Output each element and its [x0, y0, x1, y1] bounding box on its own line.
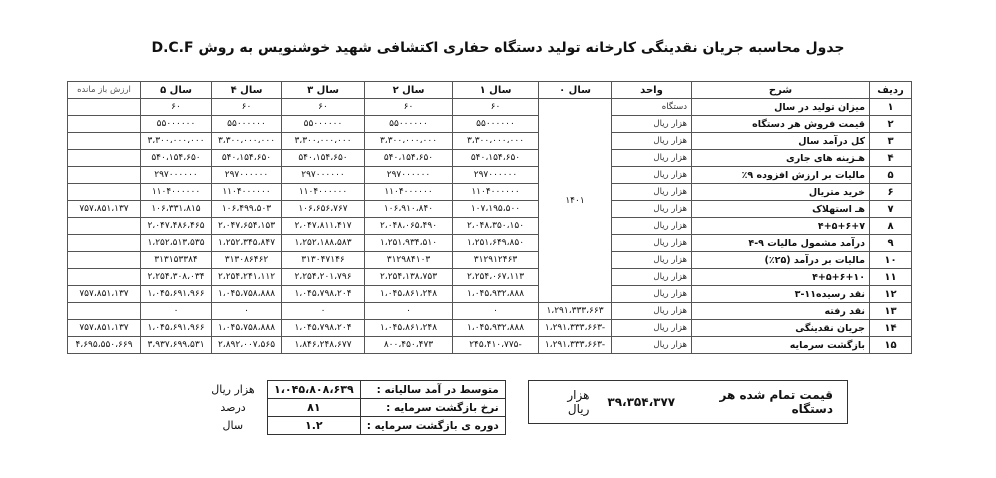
cell-year4: ۱،۰۴۵،۷۵۸،۸۸۸: [212, 286, 282, 303]
row-description: میزان تولید در سال: [692, 99, 870, 116]
row-unit: هزار ریال: [612, 269, 692, 286]
cell-year3: ۵۵۰۰۰۰۰۰: [282, 116, 365, 133]
summary-value: ۸۱: [268, 399, 361, 417]
summary-label: دوره ی بازگشت سرمایه :: [360, 417, 505, 435]
cell-year1: ۱۰۷،۱۹۵،۵۰۰: [453, 201, 539, 218]
cell-year1: ۳،۳۰۰،۰۰۰،۰۰۰: [453, 133, 539, 150]
cell-year1: ۱،۰۴۵،۹۳۲،۸۸۸: [453, 320, 539, 337]
cell-year3: ۱،۲۵۲،۱۸۸،۵۸۳: [282, 235, 365, 252]
row-number: ۴: [870, 150, 912, 167]
unit-cost-unit: هزار ریال: [567, 388, 590, 416]
page-title: جدول محاسبه جریان نقدینگی کارخانه تولید دستگاه حفاری اکتشافی شهید خوشنویس به روش D.C.F: [151, 40, 845, 56]
cell-residual: [68, 133, 141, 150]
row-unit: هزار ریال: [612, 303, 692, 320]
row-unit: هزار ریال: [612, 116, 692, 133]
row-unit: هزار ریال: [612, 252, 692, 269]
row-number: ۶: [870, 184, 912, 201]
header-description: شرح: [692, 82, 870, 99]
row-number: ۳: [870, 133, 912, 150]
cell-year5: ۳،۳۰۰،۰۰۰،۰۰۰: [141, 133, 212, 150]
cell-year4: ۵۴۰،۱۵۴،۶۵۰: [212, 150, 282, 167]
summary-unit: هزار ریال: [211, 383, 255, 396]
cell-year5: ۱۰۶،۳۳۱،۸۱۵: [141, 201, 212, 218]
cell-year2: ۸۰۰،۴۵۰،۴۷۳: [365, 337, 453, 354]
cell-residual: ۷۵۷،۸۵۱،۱۳۷: [68, 286, 141, 303]
table-row: [68, 184, 912, 201]
summary-row: [199, 399, 506, 417]
cell-year4: ۵۵۰۰۰۰۰۰: [212, 116, 282, 133]
cell-residual: [68, 303, 141, 320]
row-number: ۲: [870, 116, 912, 133]
cell-year4: ۶۰: [212, 99, 282, 116]
cell-year0: ۱،۲۹۱،۳۳۳،۶۶۳: [539, 303, 612, 320]
cell-year4: ۲،۰۴۷،۶۵۴،۱۵۳: [212, 218, 282, 235]
row-unit: هزار ریال: [612, 286, 692, 303]
cell-year1: ۲،۲۵۴،۰۶۷،۱۱۳: [453, 269, 539, 286]
cell-residual: ۷۵۷،۸۵۱،۱۳۷: [68, 320, 141, 337]
row-description: مالیات بر ارزش افزوده ۹٪: [692, 167, 870, 184]
cell-year5: ۲۹۷۰۰۰۰۰۰: [141, 167, 212, 184]
row-description: ۴+۵+۶+۱۰: [692, 269, 870, 286]
row-number: ۵: [870, 167, 912, 184]
header-year3: سال ۳: [282, 82, 365, 99]
cell-year5: ۳۱۳۱۵۳۳۸۴: [141, 252, 212, 269]
row-description: نقد رفته: [692, 303, 870, 320]
unit-cost-value: ۳۹،۳۵۴،۳۷۷: [607, 395, 676, 409]
cell-year1: ۳۱۲۹۱۲۴۶۳: [453, 252, 539, 269]
table-row: [68, 337, 912, 354]
table-row: [68, 235, 912, 252]
row-unit: هزار ریال: [612, 167, 692, 184]
cell-year4: ۲۹۷۰۰۰۰۰۰: [212, 167, 282, 184]
cell-residual: [68, 252, 141, 269]
cell-year3: ۲،۲۵۴،۲۰۱،۷۹۶: [282, 269, 365, 286]
row-number: ۱۵: [870, 337, 912, 354]
cell-year5: ۳،۹۳۷،۶۹۹،۵۳۱: [141, 337, 212, 354]
cell-year0: -۱،۲۹۱،۳۳۳،۶۶۳: [539, 320, 612, 337]
cell-year5: ۵۵۰۰۰۰۰۰: [141, 116, 212, 133]
row-number: ۱۰: [870, 252, 912, 269]
cell-year4: ۱،۰۴۵،۷۵۸،۸۸۸: [212, 320, 282, 337]
cell-year5: ۱۱۰۴۰۰۰۰۰۰: [141, 184, 212, 201]
cell-year4: ۰: [212, 303, 282, 320]
row-description: هـ استهلاک: [692, 201, 870, 218]
cell-residual: [68, 116, 141, 133]
unit-cost-label: قیمت تمام شده هر دستگاه: [719, 388, 833, 416]
summary-unit: سال: [222, 419, 244, 432]
summary-unit: درصد: [220, 401, 246, 414]
table-row: [68, 116, 912, 133]
row-number: ۱: [870, 99, 912, 116]
unit-cost-box: [528, 380, 848, 424]
cell-year3: ۲،۰۴۷،۸۱۱،۴۱۷: [282, 218, 365, 235]
cell-year3: ۱،۸۴۶،۲۴۸،۶۷۷: [282, 337, 365, 354]
summary-label: نرخ بازگشت سرمایه :: [360, 399, 505, 417]
cell-year3: ۶۰: [282, 99, 365, 116]
row-description: هـزینه های جاری: [692, 150, 870, 167]
cell-year4: ۱،۲۵۲،۳۴۵،۸۴۷: [212, 235, 282, 252]
cell-year2: ۶۰: [365, 99, 453, 116]
table-row: [68, 133, 912, 150]
cell-year1: ۱،۰۴۵،۹۳۲،۸۸۸: [453, 286, 539, 303]
cell-residual: [68, 167, 141, 184]
cell-year2: ۵۴۰،۱۵۴،۶۵۰: [365, 150, 453, 167]
cell-year5: ۶۰: [141, 99, 212, 116]
table-row: [68, 320, 912, 337]
row-number: ۱۳: [870, 303, 912, 320]
cell-year4: ۲،۸۹۲،۰۰۷،۵۶۵: [212, 337, 282, 354]
cell-year3: ۱،۰۴۵،۷۹۸،۲۰۴: [282, 320, 365, 337]
cell-year4: ۳،۳۰۰،۰۰۰،۰۰۰: [212, 133, 282, 150]
row-unit: هزار ریال: [612, 337, 692, 354]
cell-year1: ۲۹۷۰۰۰۰۰۰: [453, 167, 539, 184]
table-row: [68, 252, 912, 269]
row-description: نقد رسیده۱۱-۳: [692, 286, 870, 303]
summary-row: [199, 381, 506, 399]
cell-year4: ۲،۲۵۴،۲۴۱،۱۱۲: [212, 269, 282, 286]
cell-residual: [68, 218, 141, 235]
cell-year3: ۵۴۰،۱۵۴،۶۵۰: [282, 150, 365, 167]
cell-year2: ۲،۰۴۸،۰۶۵،۴۹۰: [365, 218, 453, 235]
cell-year2: ۱۱۰۴۰۰۰۰۰۰: [365, 184, 453, 201]
header-year0: سال ۰: [539, 82, 612, 99]
summary-table: [198, 380, 506, 435]
cell-year1: ۲،۰۴۸،۳۵۰،۱۵۰: [453, 218, 539, 235]
cash-flow-table: [67, 81, 912, 354]
cell-year1: ۱۱۰۴۰۰۰۰۰۰: [453, 184, 539, 201]
cell-year2: ۳۱۲۹۸۴۱۰۳: [365, 252, 453, 269]
row-number: ۱۱: [870, 269, 912, 286]
cell-year5: ۲،۲۵۴،۳۰۸،۰۳۴: [141, 269, 212, 286]
row-description: ۴+۵+۶+۷: [692, 218, 870, 235]
row-unit: هزار ریال: [612, 184, 692, 201]
row-description: بازگشت سرمایه: [692, 337, 870, 354]
cell-year3: ۰: [282, 303, 365, 320]
cell-year1: ۱،۲۵۱،۶۴۹،۸۵۰: [453, 235, 539, 252]
cell-year2: ۳،۳۰۰،۰۰۰،۰۰۰: [365, 133, 453, 150]
row-unit: هزار ریال: [612, 235, 692, 252]
cell-year1: ۶۰: [453, 99, 539, 116]
cell-year4: ۱۱۰۴۰۰۰۰۰۰: [212, 184, 282, 201]
cell-residual: ۴،۶۹۵،۵۵۰،۶۶۹: [68, 337, 141, 354]
row-number: ۷: [870, 201, 912, 218]
header-year5: سال ۵: [141, 82, 212, 99]
cell-year2: ۲،۲۵۴،۱۳۸،۷۵۳: [365, 269, 453, 286]
cell-year5: ۰: [141, 303, 212, 320]
header-residual: ارزش باز مانده: [68, 82, 141, 99]
cell-residual: [68, 184, 141, 201]
row-unit: هزار ریال: [612, 320, 692, 337]
cell-residual: [68, 269, 141, 286]
cell-year3: ۳،۳۰۰،۰۰۰،۰۰۰: [282, 133, 365, 150]
table-row: [68, 218, 912, 235]
cell-year2: ۲۹۷۰۰۰۰۰۰: [365, 167, 453, 184]
summary-value: ۱،۰۴۵،۸۰۸،۶۳۹: [268, 381, 361, 399]
header-year2: سال ۲: [365, 82, 453, 99]
row-unit: هزار ریال: [612, 133, 692, 150]
cell-year0-base-year: ۱۴۰۱: [539, 99, 612, 303]
table-row: [68, 286, 912, 303]
cell-year5: ۱،۰۴۵،۶۹۱،۹۶۶: [141, 286, 212, 303]
cell-residual: [68, 150, 141, 167]
row-description: جریان نقدینگی: [692, 320, 870, 337]
table-row: [68, 99, 912, 116]
cell-year3: ۱۰۶،۶۵۶،۷۶۷: [282, 201, 365, 218]
cell-year3: ۳۱۳۰۴۷۱۴۶: [282, 252, 365, 269]
cell-year2: ۱،۰۴۵،۸۶۱،۲۴۸: [365, 320, 453, 337]
cell-residual: [68, 235, 141, 252]
row-description: مالیات بر درآمد (۲۵٪): [692, 252, 870, 269]
cell-year5: ۱،۲۵۲،۵۱۳،۵۳۵: [141, 235, 212, 252]
cell-year2: ۱،۰۴۵،۸۶۱،۲۴۸: [365, 286, 453, 303]
cell-year3: ۲۹۷۰۰۰۰۰۰: [282, 167, 365, 184]
cell-residual: [68, 99, 141, 116]
cell-residual: ۷۵۷،۸۵۱،۱۳۷: [68, 201, 141, 218]
table-header-row: [68, 82, 912, 99]
cell-year0: -۱،۲۹۱،۳۳۳،۶۶۳: [539, 337, 612, 354]
cell-year1: ۵۴۰،۱۵۴،۶۵۰: [453, 150, 539, 167]
cell-year3: ۱،۰۴۵،۷۹۸،۲۰۴: [282, 286, 365, 303]
cell-year2: ۱،۲۵۱،۹۳۴،۵۱۰: [365, 235, 453, 252]
summary-value: ۱.۲: [268, 417, 361, 435]
row-unit: هزار ریال: [612, 150, 692, 167]
cell-year1: ۵۵۰۰۰۰۰۰: [453, 116, 539, 133]
row-description: کل درآمد سال: [692, 133, 870, 150]
cell-year1: -۲۴۵،۴۱۰،۷۷۵: [453, 337, 539, 354]
cell-year2: ۱۰۶،۹۱۰،۸۴۰: [365, 201, 453, 218]
table-row: [68, 201, 912, 218]
cell-year5: ۲،۰۴۷،۴۸۶،۴۶۵: [141, 218, 212, 235]
row-description: درآمد مشمول مالیات ۹-۴: [692, 235, 870, 252]
cell-year2: ۰: [365, 303, 453, 320]
row-number: ۱۲: [870, 286, 912, 303]
cell-year1: ۰: [453, 303, 539, 320]
header-row-no: ردیف: [870, 82, 912, 99]
cell-year5: ۵۴۰،۱۵۴،۶۵۰: [141, 150, 212, 167]
table-body: [68, 99, 912, 354]
row-number: ۹: [870, 235, 912, 252]
cell-year4: ۱۰۶،۴۹۹،۵۰۳: [212, 201, 282, 218]
cell-year2: ۵۵۰۰۰۰۰۰: [365, 116, 453, 133]
row-unit: هزار ریال: [612, 218, 692, 235]
header-unit: واحد: [612, 82, 692, 99]
table-row: [68, 167, 912, 184]
summary-row: [199, 417, 506, 435]
row-unit: دستگاه: [612, 99, 692, 116]
table-row: [68, 150, 912, 167]
summary-label: متوسط در آمد سالیانه :: [360, 381, 505, 399]
cell-year5: ۱،۰۴۵،۶۹۱،۹۶۶: [141, 320, 212, 337]
header-year4: سال ۴: [212, 82, 282, 99]
row-number: ۸: [870, 218, 912, 235]
cell-year4: ۳۱۳۰۸۶۴۶۲: [212, 252, 282, 269]
cell-year3: ۱۱۰۴۰۰۰۰۰۰: [282, 184, 365, 201]
table-row: [68, 269, 912, 286]
row-description: قیمت فروش هر دستگاه: [692, 116, 870, 133]
row-unit: هزار ریال: [612, 201, 692, 218]
header-year1: سال ۱: [453, 82, 539, 99]
table-row: [68, 303, 912, 320]
row-description: خرید متریال: [692, 184, 870, 201]
row-number: ۱۴: [870, 320, 912, 337]
